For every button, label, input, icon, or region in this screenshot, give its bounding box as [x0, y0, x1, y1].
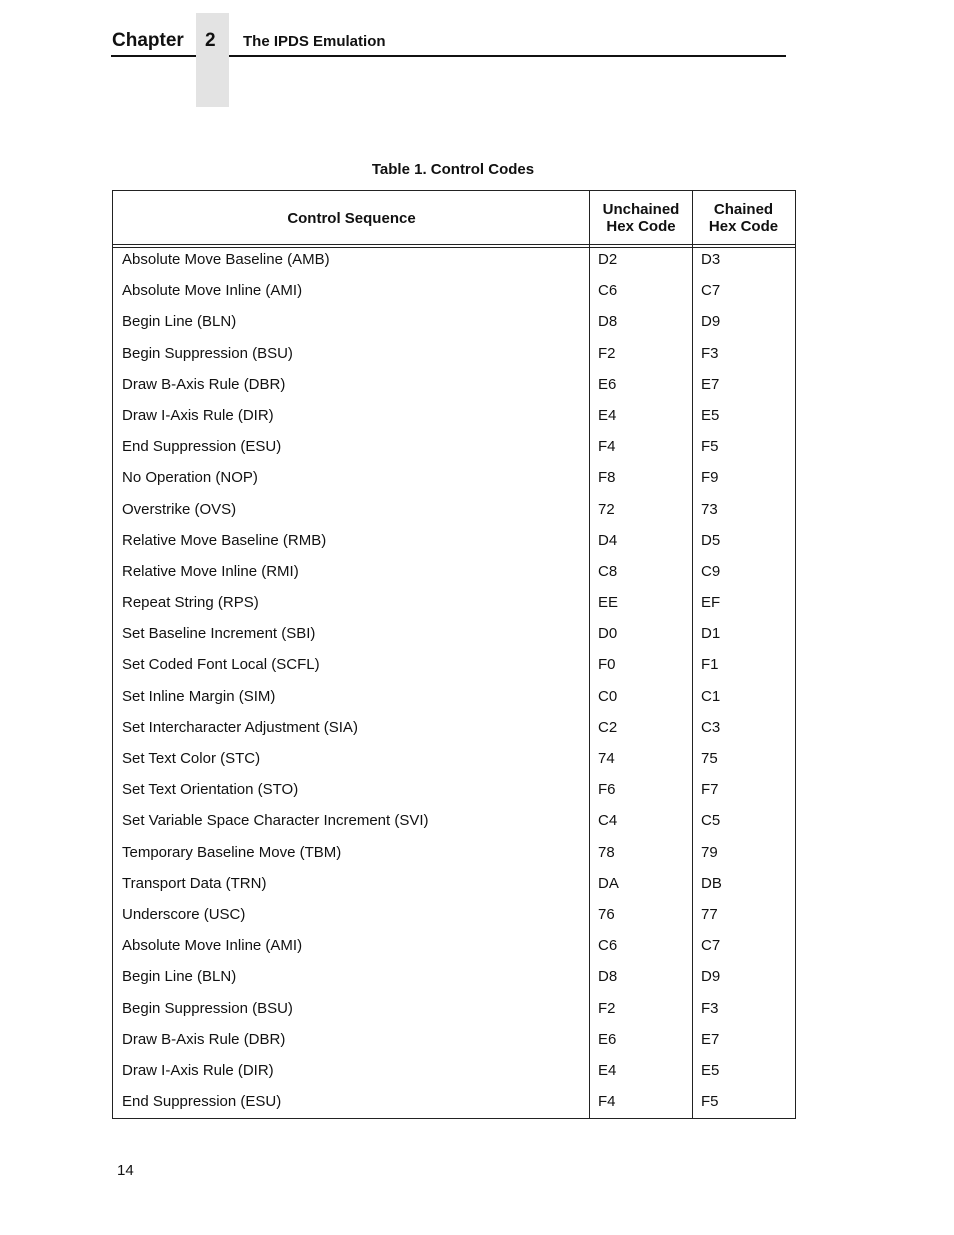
table-row: [113, 906, 795, 937]
table-row: [113, 937, 795, 968]
chained-hex-cell: EF: [701, 594, 721, 612]
page-number: 14: [117, 1162, 134, 1179]
table-row: [113, 438, 795, 469]
control-sequence-cell: Set Coded Font Local (SCFL): [122, 656, 320, 674]
chapter-title: The IPDS Emulation: [243, 33, 386, 50]
chained-hex-cell: 79: [701, 843, 718, 861]
chapter-label: Chapter: [112, 30, 184, 51]
column-header-control-sequence: Control Sequence: [287, 209, 416, 227]
unchained-hex-cell: 72: [598, 500, 615, 518]
control-sequence-cell: Set Text Color (STC): [122, 750, 261, 767]
chained-hex-cell: E7: [701, 375, 720, 393]
control-sequence-cell: Absolute Move Inline (AMI): [122, 937, 303, 955]
chained-hex-cell: D9: [701, 968, 721, 986]
unchained-hex-cell: E6: [598, 1030, 617, 1048]
unchained-hex-cell: C8: [598, 562, 618, 580]
unchained-hex-cell: D8: [598, 313, 618, 331]
header-divider: [113, 247, 795, 248]
table-row: [113, 469, 795, 500]
chained-hex-cell: C1: [701, 687, 721, 705]
control-sequence-cell: Set Variable Space Character Increment (SVI): [122, 812, 429, 830]
table-row: [113, 781, 795, 812]
table-row: [113, 313, 795, 344]
table-row: [113, 1031, 795, 1062]
table-row: [113, 656, 795, 687]
table-body: [113, 251, 795, 1124]
control-sequence-cell: End Suppression (ESU): [122, 438, 282, 456]
unchained-hex-cell: 76: [598, 905, 615, 923]
chapter-tab: [196, 13, 229, 107]
unchained-hex-cell: F2: [598, 999, 616, 1017]
unchained-hex-cell: F8: [598, 469, 616, 487]
chained-hex-cell: D3: [701, 251, 721, 268]
control-sequence-cell: Draw I-Axis Rule (DIR): [122, 1061, 274, 1079]
table-row: [113, 376, 795, 407]
table-row: [113, 282, 795, 313]
control-sequence-cell: Set Inline Margin (SIM): [122, 687, 276, 705]
chained-hex-cell: DB: [701, 874, 722, 892]
unchained-hex-cell: C6: [598, 937, 618, 955]
chained-hex-cell: E5: [701, 406, 720, 424]
chained-hex-cell: E7: [701, 1030, 720, 1048]
table-row: [113, 625, 795, 656]
unchained-hex-cell: E4: [598, 406, 617, 424]
unchained-hex-cell: 78: [598, 843, 615, 861]
table-row: [113, 719, 795, 750]
unchained-hex-cell: F6: [598, 781, 616, 799]
chained-hex-cell: F3: [701, 344, 719, 362]
unchained-hex-cell: F2: [598, 344, 616, 362]
table-row: [113, 532, 795, 563]
chained-hex-cell: C7: [701, 937, 721, 955]
table-row: [113, 563, 795, 594]
chained-hex-cell: F1: [701, 656, 719, 674]
table-row: [113, 968, 795, 999]
control-sequence-cell: Temporary Baseline Move (TBM): [122, 843, 342, 861]
table-row: [113, 1093, 795, 1124]
column-header-unchained-hex-code: Unchained Hex Code: [602, 201, 680, 235]
control-sequence-cell: End Suppression (ESU): [122, 1093, 282, 1111]
unchained-hex-cell: C6: [598, 282, 618, 300]
unchained-hex-cell: DA: [598, 874, 619, 892]
control-sequence-cell: Transport Data (TRN): [122, 874, 267, 892]
unchained-hex-cell: E6: [598, 375, 617, 393]
chained-hex-cell: C3: [701, 718, 721, 736]
table-row: [113, 407, 795, 438]
chained-hex-cell: D9: [701, 313, 721, 331]
table-row: [113, 688, 795, 719]
unchained-hex-cell: C2: [598, 718, 618, 736]
unchained-hex-cell: D8: [598, 968, 618, 986]
unchained-hex-cell: D0: [598, 625, 618, 643]
chained-hex-cell: C7: [701, 282, 721, 300]
control-sequence-cell: Relative Move Baseline (RMB): [122, 531, 327, 549]
table-row: [113, 594, 795, 625]
chained-hex-cell: F5: [701, 438, 719, 456]
control-sequence-cell: Absolute Move Baseline (AMB): [122, 251, 330, 268]
unchained-hex-cell: C0: [598, 687, 618, 705]
unchained-hex-cell: E4: [598, 1061, 617, 1079]
unchained-hex-cell: D2: [598, 251, 618, 268]
header-rule-right: [229, 55, 786, 57]
chained-hex-cell: D5: [701, 531, 721, 549]
control-sequence-cell: Begin Suppression (BSU): [122, 999, 293, 1017]
control-sequence-cell: Draw B-Axis Rule (DBR): [122, 1030, 286, 1048]
chained-hex-cell: C5: [701, 812, 721, 830]
control-sequence-cell: Begin Line (BLN): [122, 313, 237, 331]
table-row: [113, 1000, 795, 1031]
control-sequence-cell: Begin Suppression (BSU): [122, 344, 293, 362]
chained-hex-cell: 75: [701, 750, 718, 767]
control-sequence-cell: Relative Move Inline (RMI): [122, 562, 299, 580]
chained-hex-cell: F7: [701, 781, 719, 799]
unchained-hex-cell: F4: [598, 438, 616, 456]
unchained-hex-cell: EE: [598, 594, 619, 612]
control-sequence-cell: Set Text Orientation (STO): [122, 781, 299, 799]
table-row: [113, 812, 795, 843]
chained-hex-cell: F5: [701, 1093, 719, 1111]
table-row: [113, 750, 795, 781]
control-sequence-cell: Set Baseline Increment (SBI): [122, 625, 316, 643]
control-sequence-cell: No Operation (NOP): [122, 469, 258, 487]
unchained-hex-cell: F0: [598, 656, 616, 674]
chained-hex-cell: D1: [701, 625, 721, 643]
control-sequence-cell: Underscore (USC): [122, 905, 246, 923]
control-codes-table: [112, 190, 796, 1119]
unchained-hex-cell: 74: [598, 750, 615, 767]
chained-hex-cell: 77: [701, 905, 718, 923]
unchained-hex-cell: D4: [598, 531, 618, 549]
control-sequence-cell: Repeat String (RPS): [122, 594, 259, 612]
unchained-hex-cell: C4: [598, 812, 618, 830]
table-row: [113, 345, 795, 376]
table-row: [113, 251, 795, 282]
table-row: [113, 501, 795, 532]
table-row: [113, 844, 795, 875]
control-sequence-cell: Overstrike (OVS): [122, 500, 237, 518]
chained-hex-cell: F3: [701, 999, 719, 1017]
chained-hex-cell: C9: [701, 562, 721, 580]
header-rule-left: [111, 55, 196, 57]
table-caption: Table 1. Control Codes: [371, 161, 535, 178]
chapter-number: 2: [205, 30, 216, 51]
control-sequence-cell: Draw I-Axis Rule (DIR): [122, 406, 274, 424]
chained-hex-cell: E5: [701, 1061, 720, 1079]
table-row: [113, 875, 795, 906]
unchained-hex-cell: F4: [598, 1093, 616, 1111]
control-sequence-cell: Absolute Move Inline (AMI): [122, 282, 303, 300]
control-sequence-cell: Draw B-Axis Rule (DBR): [122, 375, 286, 393]
control-sequence-cell: Set Intercharacter Adjustment (SIA): [122, 718, 358, 736]
column-header-chained-hex-code: Chained Hex Code: [708, 201, 779, 235]
chained-hex-cell: F9: [701, 469, 719, 487]
control-sequence-cell: Begin Line (BLN): [122, 968, 237, 986]
chained-hex-cell: 73: [701, 500, 718, 518]
table-row: [113, 1062, 795, 1093]
